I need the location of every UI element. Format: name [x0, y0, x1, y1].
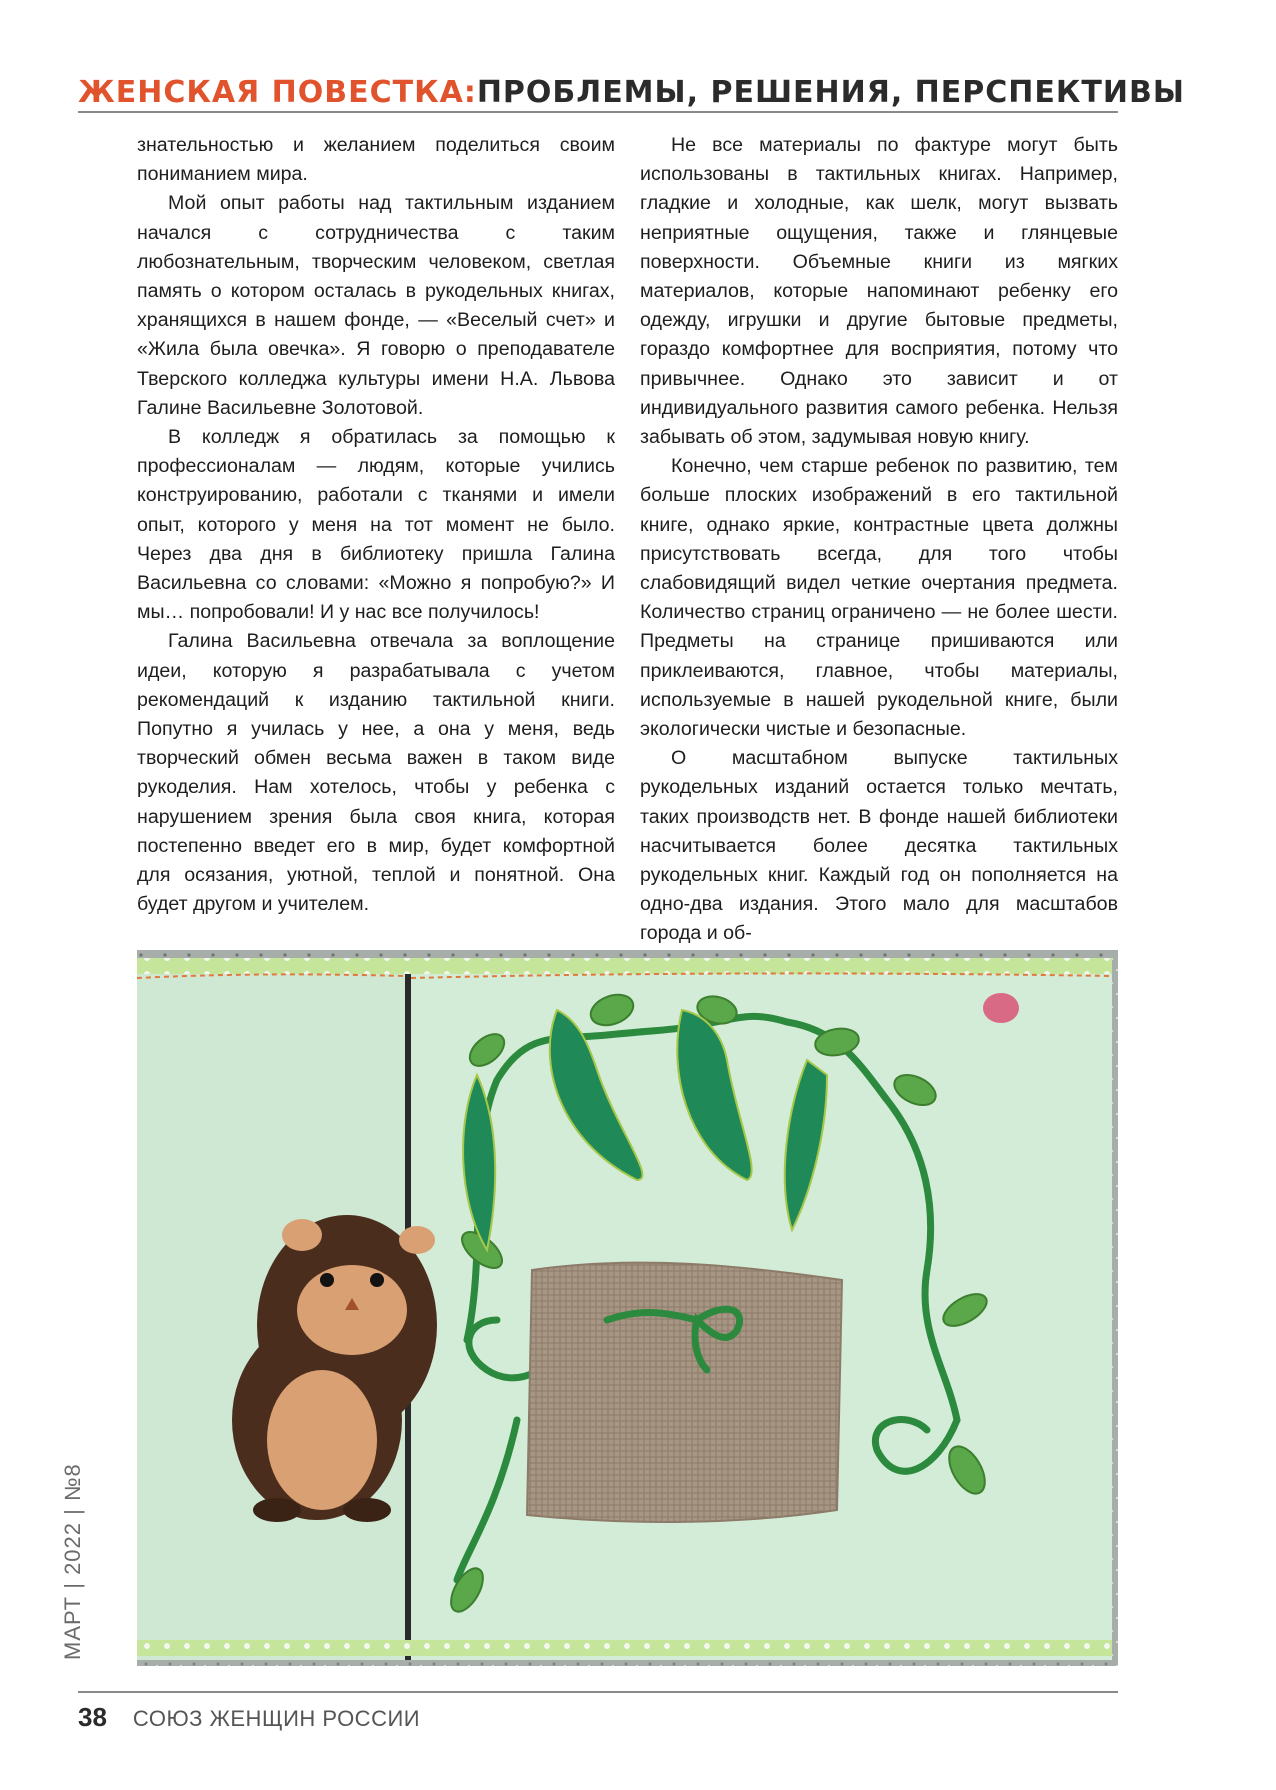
text-column-left — [137, 131, 615, 919]
burlap-pocket — [527, 1263, 842, 1522]
paragraph: О масштабном выпуске тактильных рукодельных изданий остается только мечтать, таких производств нет. В фонде нашей библиотеки насчитывается более десятка тактильных рукодельных книг. Каждый год он пополняется на одно-два издания. Этого мало для масштабов города и об- — [640, 747, 1118, 945]
top-ribbon — [137, 958, 1112, 974]
footer-divider — [78, 1691, 1118, 1693]
text-column-right — [640, 131, 1118, 949]
tactile-book-photo — [137, 950, 1118, 1666]
paragraph: Мой опыт работы над тактильным изданием начался с сотрудничества с таким любознательным, творческим человеком, светлая память о котором осталась в рукодельных книгах, хранящихся в нашем фонде, — «Веселый счет» и «Жила была овечка». Я говорю о преподавателе Тверского колледжа культуры имени Н.А. Львова Галине Васильевне Золотовой. — [137, 192, 615, 419]
paragraph: Галина Васильевна отвечала за воплощение идеи, которую я разрабатывала с учетом рекомендаций к изданию тактильной книги. Попутно я училась у нее, а она у меня, ведь творческий обмен весьма важен в таком виде рукоделия. Нам хотелось, чтобы у ребенка с нарушением зрения была своя книга, которая постепенно введет его в мир, будет комфортной для осязания, уютной, теплой и понятной. Она будет другом и учителем. — [137, 630, 615, 916]
pink-button — [983, 993, 1019, 1023]
paragraph: знательностью и желанием поделиться своим пониманием мира. — [137, 134, 615, 186]
paragraph: В колледж я обратилась за помощью к профессионалам — людям, которые учились конструированию, работали с тканями и имели опыт, которого у меня на тот момент не было. Через два дня в библиотеку пришла Галина Васильевна со словами: «Можно я попробую?» И мы… попробовали! И у нас все получилось! — [137, 426, 615, 624]
header-title: ПРОБЛЕМЫ, РЕШЕНИЯ, ПЕРСПЕКТИВЫ — [476, 75, 1185, 110]
page-number: 38 — [78, 1702, 107, 1732]
header-divider — [78, 111, 1118, 113]
issue-info: МАРТ | 2022 | №8 — [60, 1463, 85, 1660]
publication-name: СОЮЗ ЖЕНЩИН РОССИИ — [132, 1706, 421, 1731]
bottom-ribbon — [137, 1640, 1112, 1656]
paragraph: Не все материалы по фактуре могут быть использованы в тактильных книгах. Например, гладкие и холодные, как шелк, могут вызвать неприятные ощущения, также и глянцевые поверхности. Объемные книги из мягких материалов, которые напоминают ребенку его одежду, игрушки и другие бытовые предметы, гораздо комфортнее для восприятия, потому что привычнее. Однако это зависит и от индивидуального развития самого ребенка. Нельзя забывать об этом, задумывая новую книгу. — [640, 134, 1118, 449]
section-header — [78, 70, 1185, 110]
page-footer — [78, 1702, 420, 1736]
header-accent: ЖЕНСКАЯ ПОВЕСТКА: — [78, 75, 477, 110]
paragraph: Конечно, чем старше ребенок по развитию, тем больше плоских изображений в его тактильной книге, однако яркие, контрастные цвета должны присутствовать всегда, для того чтобы слабовидящий видел четкие очертания предмета. Количество страниц ограничено — не более шести. Предметы на странице пришиваются или приклеиваются, главное, чтобы материалы, используемые в нашей рукодельной книге, были экологически чистые и безопасные. — [640, 455, 1118, 741]
